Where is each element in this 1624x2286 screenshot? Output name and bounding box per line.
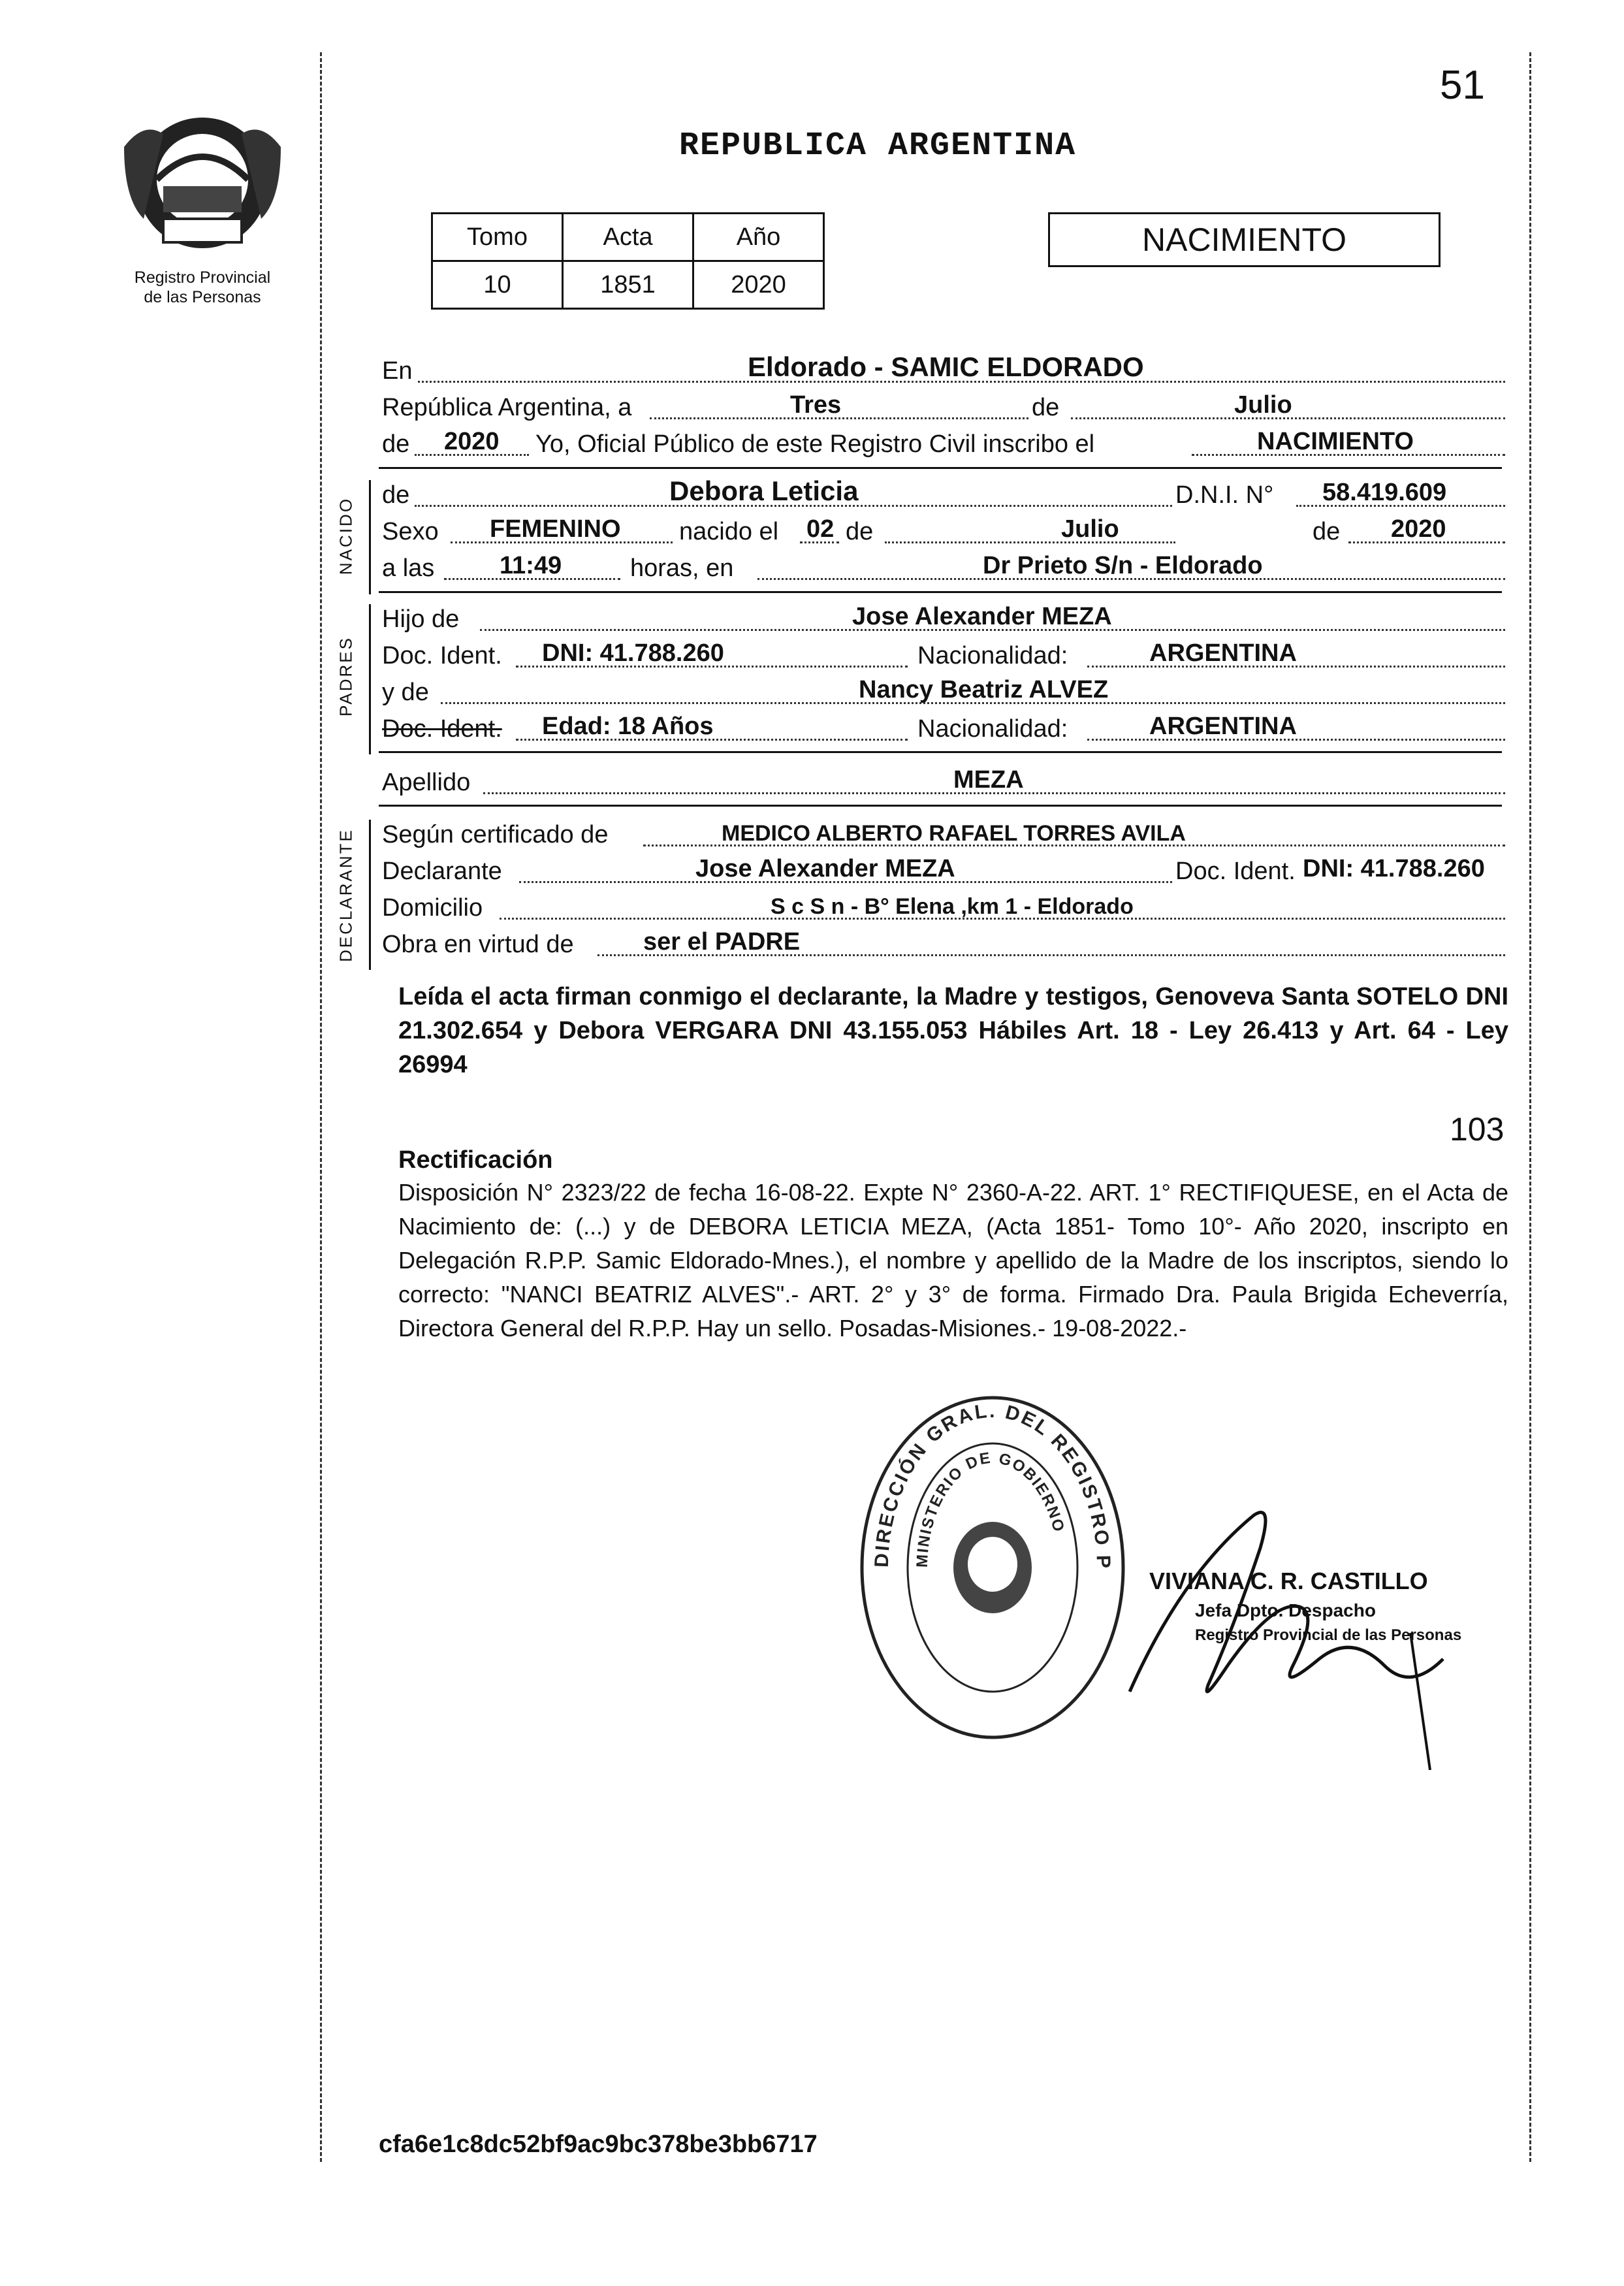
cert-value: MEDICO ALBERTO RAFAEL TORRES AVILA: [722, 821, 1186, 846]
separator-2: [379, 591, 1502, 593]
provincial-crest-logo: [118, 108, 287, 258]
rectificacion-body: Disposición N° 2323/22 de fecha 16-08-22. Expte N° 2360-A-22. ART. 1° RECTIFIQUESE, en el Acta de Nacimiento de: (...) y de DEBORA LETICIA MEZA, (Acta 1851- Tomo 10°- Año 2020, inscripto en Delegación R.P.P. Samic Eldorado-Mnes.), el nombre y apellido de la Madre de los inscriptos, siendo lo correcto: "NANCI BEATRIZ ALVES".- ART. 2° y 3° de forma. Firmado Dra. Paula Brigida Echeverría, Directora General del R.P.P. Hay un sello. Posadas-Misiones.- 19-08-2022.-: [398, 1179, 1508, 1342]
signatory-name: VIVIANA C. R. CASTILLO: [1149, 1568, 1428, 1594]
yde-label: y de: [382, 679, 429, 706]
row-nacido-name: [382, 477, 1505, 513]
padres-side-label: PADRES: [336, 636, 356, 716]
row-apellido: [382, 764, 1505, 801]
de-label: de: [1032, 394, 1060, 421]
obra-value: ser el PADRE: [643, 928, 801, 956]
registry-label: [104, 268, 300, 307]
official-stamp: [849, 1385, 1136, 1750]
row-obra: [382, 926, 1505, 963]
country-title: REPUBLICA ARGENTINA: [679, 127, 1077, 165]
apellido-label: Apellido: [382, 769, 471, 796]
father-nationality: ARGENTINA: [1149, 639, 1297, 667]
birth-month: Julio: [1061, 515, 1119, 543]
mother-nat-label: Nacionalidad:: [917, 715, 1068, 743]
right-margin-line: [1529, 52, 1531, 2162]
horas-label: horas, en: [630, 555, 734, 582]
place-value: Eldorado - SAMIC ELDORADO: [748, 351, 1144, 382]
decl-doc-label: Doc. Ident.: [1175, 858, 1296, 885]
row-certificado: [382, 816, 1505, 853]
nacido-side-label: NACIDO: [336, 496, 356, 575]
ano-value: 2020: [693, 261, 824, 309]
sexo-label: Sexo: [382, 518, 439, 545]
signatory-office: Registro Provincial de las Personas: [1195, 1626, 1462, 1644]
rectificacion-title: Rectificación: [398, 1146, 553, 1174]
registry-line-1: Registro Provincial: [134, 268, 271, 287]
row-domicilio: [382, 890, 1505, 926]
dom-value: S c S n - B° Elena ,km 1 - Eldorado: [771, 894, 1134, 919]
birth-place: Dr Prieto S/n - Eldorado: [983, 552, 1263, 579]
left-margin-line: [320, 52, 322, 2162]
row-republica: [382, 389, 1505, 426]
decl-label: Declarante: [382, 858, 502, 885]
nacido-bar: [369, 480, 371, 594]
year-prefix: de: [382, 430, 410, 458]
nacido-de-label: de: [382, 481, 410, 509]
page-number: 51: [1440, 63, 1485, 108]
row-mother-doc: [382, 711, 1505, 747]
decl-value: Jose Alexander MEZA: [695, 855, 955, 882]
mother-doc-label: Doc. Ident.: [382, 715, 502, 743]
alas-label: a las: [382, 555, 435, 582]
dni-label: D.N.I. N°: [1175, 481, 1274, 509]
stamp-outer-text: DIRECCIÓN GRAL. DEL REGISTRO P: [870, 1400, 1115, 1571]
row-declarante: [382, 853, 1505, 890]
mother-nationality: ARGENTINA: [1149, 713, 1297, 740]
cert-label: Según certificado de: [382, 821, 609, 848]
separator-3: [379, 751, 1502, 753]
birth-de-2: de: [1313, 518, 1341, 545]
mother-doc: Edad: 18 Años: [542, 713, 714, 740]
birth-year: 2020: [1391, 515, 1446, 543]
declarante-bar: [369, 820, 371, 970]
decl-doc-value: DNI: 41.788.260: [1303, 855, 1485, 882]
birth-day: 02: [806, 515, 835, 543]
nacido-el-label: nacido el: [679, 518, 779, 545]
closing-paragraph: Leída el acta firman conmigo el declarante, la Madre y testigos, Genoveva Santa SOTELO DNI 21.302.654 y Debora VERGARA DNI 43.155.053 Hábiles Art. 18 - Ley 26.413 y Art. 64 - Ley 26994: [398, 983, 1508, 1078]
row-en: [382, 353, 1505, 389]
rectificacion-number: 103: [1450, 1111, 1505, 1148]
mother-name: Nancy Beatriz ALVEZ: [859, 676, 1109, 703]
padres-bar: [369, 604, 371, 754]
dom-label: Domicilio: [382, 894, 483, 922]
father-doc-label: Doc. Ident.: [382, 642, 502, 669]
row-year: [382, 426, 1505, 462]
signatory-title: Jefa Dpto. Despacho: [1195, 1600, 1376, 1620]
officer-text: Yo, Oficial Público de este Registro Civil inscribo el: [535, 430, 1095, 458]
month-value: Julio: [1234, 391, 1292, 419]
row-sexo: [382, 513, 1505, 550]
sexo-value: FEMENINO: [490, 515, 621, 543]
birth-de-1: de: [846, 518, 874, 545]
republica-label: República Argentina, a: [382, 394, 632, 421]
row-mother: [382, 674, 1505, 711]
child-dni: 58.419.609: [1322, 479, 1447, 506]
obra-label: Obra en virtud de: [382, 931, 574, 958]
father-nat-label: Nacionalidad:: [917, 642, 1068, 669]
separator-4: [379, 805, 1502, 807]
ano-header: Año: [693, 214, 824, 261]
separator-1: [379, 467, 1502, 469]
book-table: [431, 212, 825, 310]
year-value: 2020: [444, 428, 500, 455]
stamp-inner-text: MINISTERIO DE GOBIERNO: [913, 1449, 1068, 1568]
acta-value: 1851: [563, 261, 693, 309]
en-label: En: [382, 357, 413, 385]
registry-line-2: de las Personas: [144, 288, 261, 306]
hijo-label: Hijo de: [382, 605, 460, 633]
record-type-box: NACIMIENTO: [1048, 212, 1441, 267]
birth-time: 11:49: [500, 552, 562, 579]
declarante-side-label: DECLARANTE: [336, 828, 356, 962]
row-father-doc: [382, 637, 1505, 674]
father-doc: DNI: 41.788.260: [542, 639, 724, 667]
row-hora: [382, 550, 1505, 587]
day-value: Tres: [790, 391, 842, 419]
acta-header: Acta: [563, 214, 693, 261]
tomo-header: Tomo: [432, 214, 563, 261]
child-name: Debora Leticia: [669, 475, 859, 506]
tomo-value: 10: [432, 261, 563, 309]
document-hash: cfa6e1c8dc52bf9ac9bc378be3bb6717: [379, 2131, 818, 2158]
father-name: Jose Alexander MEZA: [852, 603, 1112, 630]
apellido-value: MEZA: [953, 766, 1024, 794]
row-hijo: [382, 601, 1505, 637]
record-value: NACIMIENTO: [1257, 428, 1414, 455]
